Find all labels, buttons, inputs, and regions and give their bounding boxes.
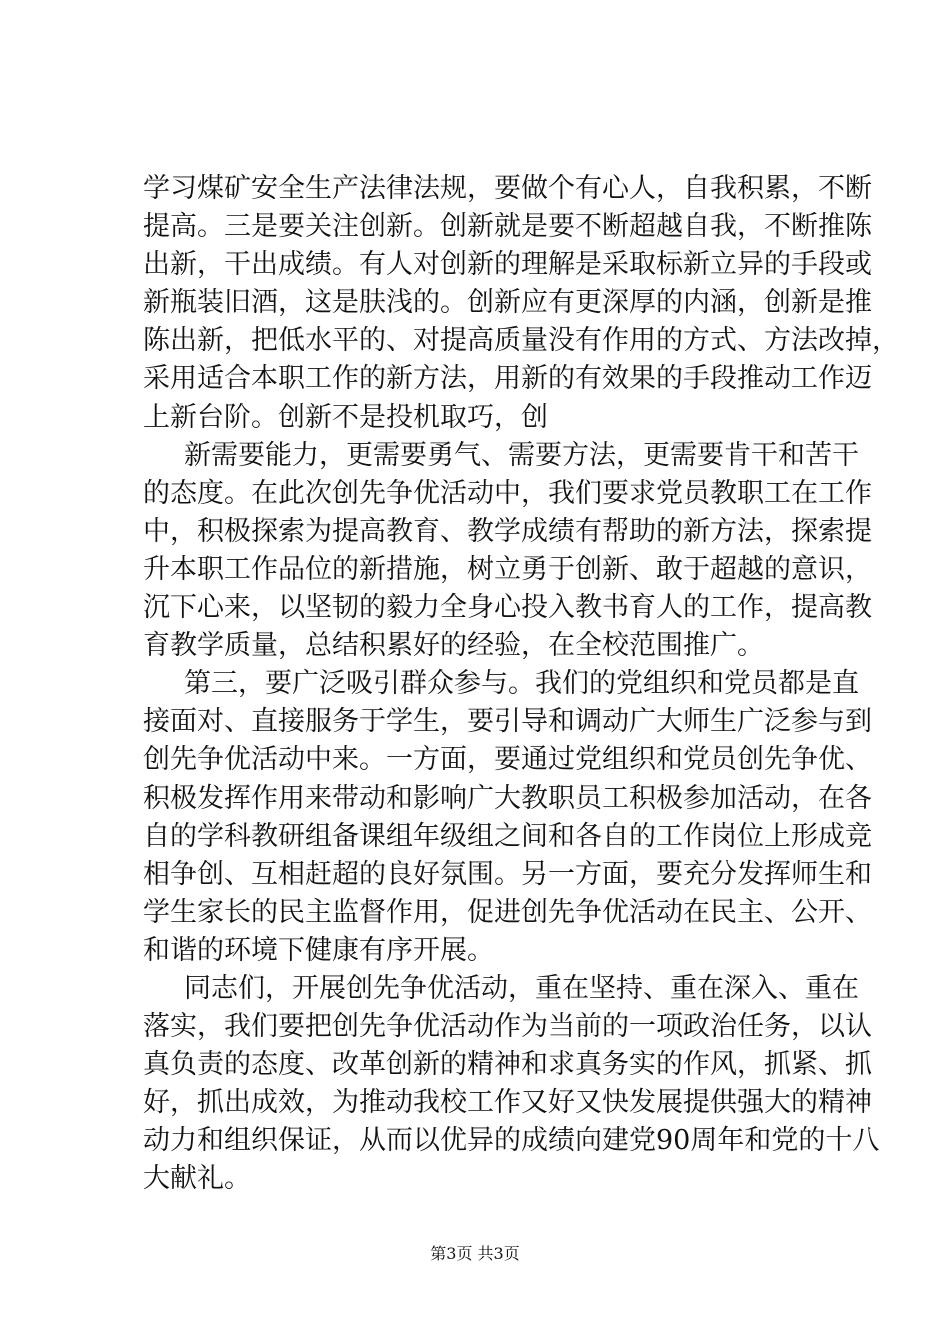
text-line: 自的学科教研组备课组年级组之间和各自的工作岗位上形成竞 <box>143 820 872 852</box>
text-line: 相争创、互相赶超的良好氛围。另一方面，要充分发挥师生和 <box>143 858 872 890</box>
text-line: 创先争优活动中来。一方面，要通过党组织和党员创先争优、 <box>143 744 872 776</box>
text-line: 采用适合本职工作的新方法，用新的有效果的手段推动工作迈 <box>143 363 872 395</box>
text-line: 接面对、直接服务于学生，要引导和调动广大师生广泛参与到 <box>143 706 872 738</box>
document-body <box>143 170 899 1199</box>
text-line: 大献礼。 <box>143 1163 251 1195</box>
text-line: 动力和组织保证，从而以优异的成绩向建党90周年和党的十八 <box>143 1125 880 1157</box>
text-line: 新瓶装旧酒，这是肤浅的。创新应有更深厚的内涵，创新是推 <box>143 287 872 319</box>
text-line: 出新，干出成绩。有人对创新的理解是采取标新立异的手段或 <box>143 249 872 281</box>
text-line: 学生家长的民主监督作用，促进创先争优活动在民主、公开、 <box>143 896 872 928</box>
text-line: 沉下心来，以坚韧的毅力全身心投入教书育人的工作，提高教 <box>143 592 872 624</box>
text-line: 和谐的环境下健康有序开展。 <box>143 934 494 966</box>
paragraph-first-line: 同志们，开展创先争优活动，重在坚持、重在深入、重在 <box>184 972 859 1004</box>
text-line: 中，积极探索为提高教育、教学成绩有帮助的新方法，探索提 <box>143 515 872 547</box>
text-line: 好，抓出成效，为推动我校工作又好又快发展提供强大的精神 <box>143 1087 872 1119</box>
text-line: 落实，我们要把创先争优活动作为当前的一项政治任务，以认 <box>143 1011 872 1043</box>
text-line: 育教学质量，总结积累好的经验，在全校范围推广。 <box>143 630 764 662</box>
text-line: 陈出新，把低水平的、对提高质量没有作用的方式、方法改掉， <box>143 325 899 357</box>
text-line: 学习煤矿安全生产法律法规，要做个有心人，自我积累，不断 <box>143 173 872 204</box>
text-line: 上新台阶。创新不是投机取巧，创 <box>143 401 548 433</box>
page-number-footer: 第3页 共3页 <box>430 1244 520 1263</box>
text-line: 的态度。在此次创先争优活动中，我们要求党员教职工在工作 <box>143 477 872 509</box>
text-line: 升本职工作品位的新措施，树立勇于创新、敢于超越的意识， <box>143 553 872 585</box>
paragraph-first-line: 第三，要广泛吸引群众参与。我们的党组织和党员都是直 <box>184 668 859 700</box>
text-line: 真负责的态度、改革创新的精神和求真务实的作风，抓紧、抓 <box>143 1049 872 1081</box>
text-line: 积极发挥作用来带动和影响广大教职员工积极参加活动，在各 <box>143 782 872 814</box>
text-line: 提高。三是要关注创新。创新就是要不断超越自我，不断推陈 <box>143 211 872 243</box>
paragraph-first-line: 新需要能力，更需要勇气、需要方法，更需要肯干和苦干 <box>184 439 859 471</box>
